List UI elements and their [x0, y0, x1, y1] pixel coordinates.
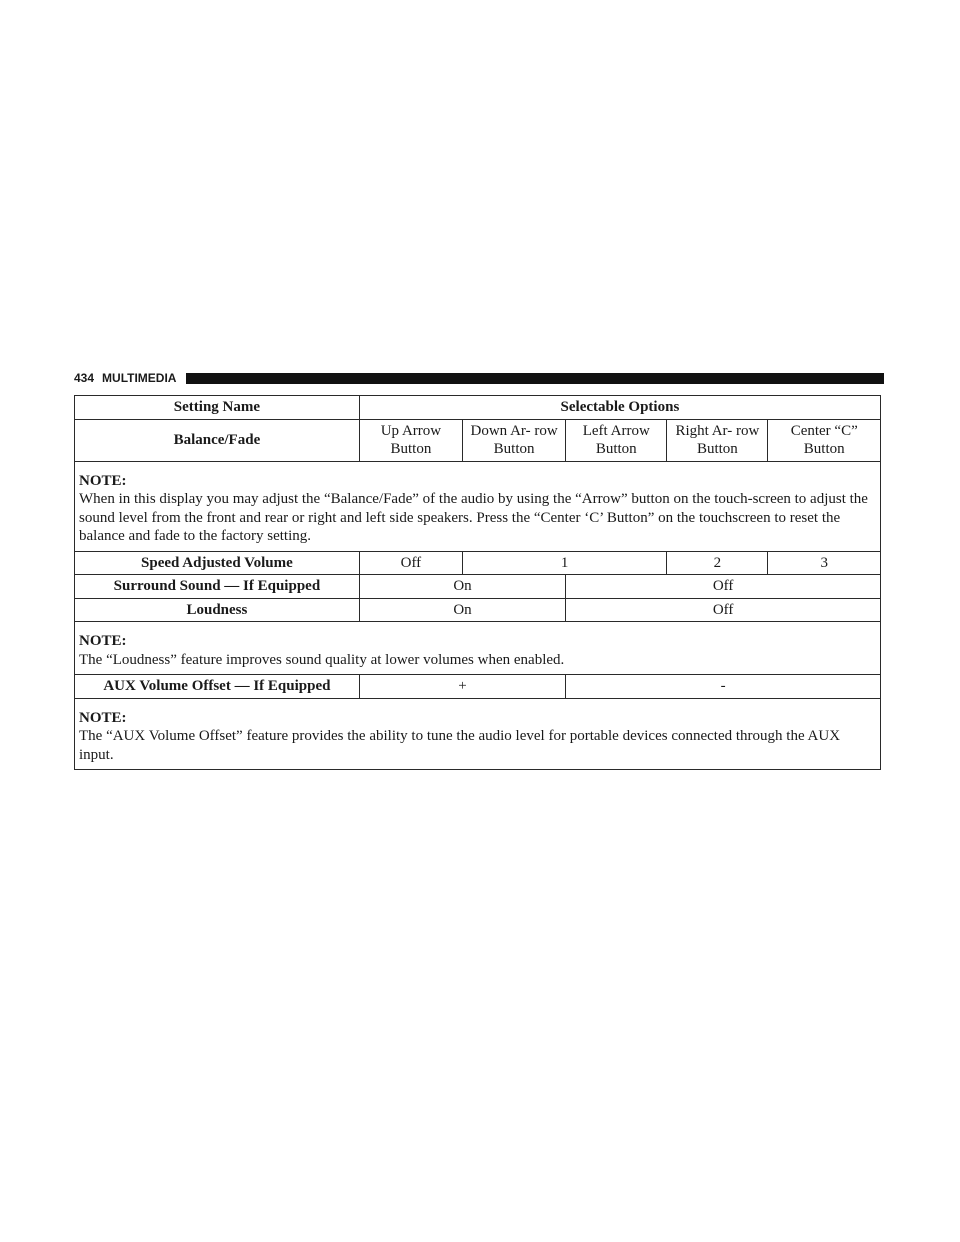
option-cell: 1	[463, 551, 667, 575]
setting-speed-adjusted-volume: Speed Adjusted Volume	[75, 551, 360, 575]
note-label: NOTE:	[79, 633, 127, 649]
header-selectable-options: Selectable Options	[359, 396, 880, 420]
note-text: The “Loudness” feature improves sound quality at lower volumes when enabled.	[79, 651, 565, 668]
table-row	[75, 551, 881, 575]
option-cell: On	[359, 598, 565, 622]
header-setting-name: Setting Name	[75, 396, 360, 420]
option-cell: +	[359, 675, 565, 699]
option-cell: Up Arrow Button	[359, 419, 462, 461]
option-cell: Off	[566, 575, 881, 599]
page-number: 434	[74, 371, 95, 385]
note-label: NOTE:	[79, 472, 127, 489]
option-cell: Off	[566, 598, 881, 622]
table-row	[75, 575, 881, 599]
option-cell: -	[566, 675, 881, 699]
note-row	[75, 622, 881, 675]
table-row	[75, 675, 881, 699]
setting-surround-sound: Surround Sound — If Equipped	[75, 575, 360, 599]
setting-loudness: Loudness	[75, 598, 360, 622]
header-rule	[186, 373, 884, 384]
setting-aux-volume-offset: AUX Volume Offset — If Equipped	[75, 675, 360, 699]
option-cell: On	[359, 575, 565, 599]
note-text: The “AUX Volume Offset” feature provides the ability to tune the audio level for portable devices connected through the AUX input.	[79, 728, 841, 763]
page-header	[74, 371, 884, 385]
section-title: MULTIMEDIA	[102, 371, 177, 385]
option-cell: 3	[768, 551, 881, 575]
table-row	[75, 419, 881, 461]
note-label: NOTE:	[79, 709, 127, 726]
note-aux-volume-offset	[75, 698, 881, 770]
note-text: When in this display you may adjust the “Balance/Fade” of the audio by using the “Arrow” button on the touch-screen to adjust the sound level from the front and rear or right and left side speakers. Press the “Center ‘C’ Button” on the touchscreen to reset the balance and fade to the factory setting.	[79, 491, 868, 544]
option-cell: 2	[667, 551, 768, 575]
setting-balance-fade: Balance/Fade	[75, 419, 360, 461]
table-row	[75, 598, 881, 622]
option-cell: Off	[359, 551, 462, 575]
option-cell: Right Ar- row Button	[667, 419, 768, 461]
note-loudness	[75, 622, 881, 675]
note-row	[75, 698, 881, 770]
option-cell: Down Ar- row Button	[463, 419, 566, 461]
note-row	[75, 461, 881, 551]
settings-table	[74, 395, 881, 770]
table-header-row	[75, 396, 881, 420]
note-balance-fade	[75, 461, 881, 551]
option-cell: Center “C” Button	[768, 419, 881, 461]
option-cell: Left Arrow Button	[566, 419, 667, 461]
